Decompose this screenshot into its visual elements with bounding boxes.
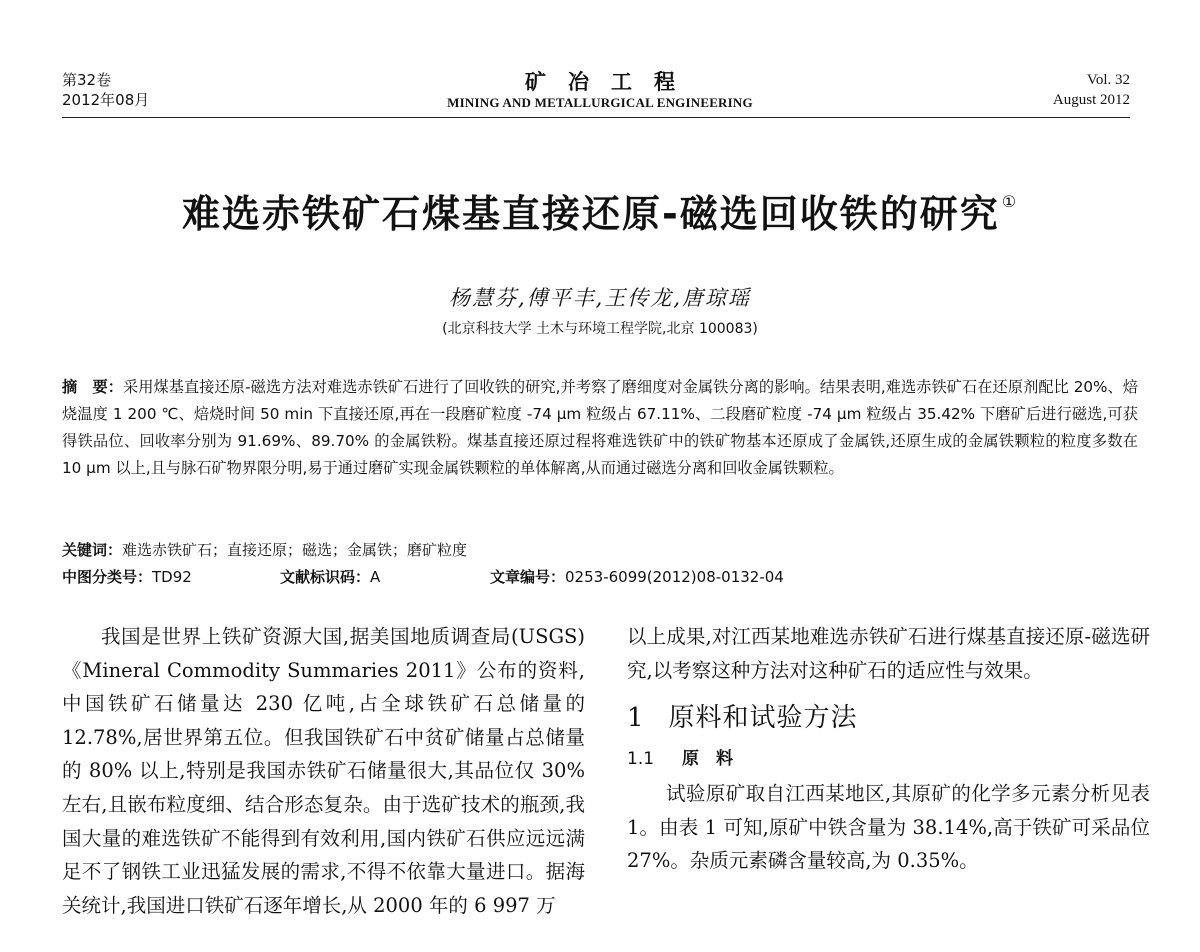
document-code	[280, 566, 490, 587]
keywords	[62, 539, 467, 560]
classification-line	[62, 566, 1138, 587]
volume-cn: 第32卷	[62, 71, 112, 89]
body-column-right	[627, 620, 1150, 878]
header-rule	[62, 117, 1130, 118]
journal-name-cn: 矿冶工程	[525, 69, 697, 94]
volume-en: Vol. 32	[1086, 72, 1130, 88]
date-en: August 2012	[1052, 92, 1130, 108]
clc-number	[62, 566, 280, 587]
date-cn: 2012年08月	[62, 91, 150, 109]
running-header-center	[360, 70, 840, 112]
body-column-left	[62, 620, 585, 922]
abstract	[62, 374, 1138, 482]
abstract-text: 采用煤基直接还原-磁选方法对难选赤铁矿石进行了回收铁的研究,并考察了磨细度对金属铁分离的影响。结果表明,难选赤铁矿石在还原剂配比 20%、焙烧温度 1 200 ℃、焙烧时间 50 min 下直接还原,再在一段磨矿粒度 -74 μm 粒级占 67.11%、二段磨矿粒度 -74 μm 粒级占 35.42% 下磨矿后进行磁选,可获得铁品位、回收率分别为 91.69%、89.70% 的金属铁粉。煤基直接还原过程将难选铁矿中的铁矿物基本还原成了金属铁,还原生成的金属铁颗粒的粒度多数在 10 μm 以上,且与脉石矿物界限分明,易于通过磨矿实现金属铁颗粒的单体解离,从而通过磁选分离和回收金属铁颗粒。	[62, 378, 1138, 477]
abstract-label: 摘 要：	[62, 378, 124, 396]
subsection-title: 原 料	[682, 749, 734, 770]
affiliation: (北京科技大学 土木与环境工程学院,北京 100083)	[442, 321, 758, 337]
materials-paragraph: 试验原矿取自江西某地区,其原矿的化学多元素分析见表 1。由表 1 可知,原矿中铁含量为 38.14%,高于铁矿可采品位 27%。杂质元素磷含量较高,为 0.35%。	[627, 782, 1150, 873]
running-header-left	[62, 70, 149, 110]
section-heading	[627, 701, 1150, 735]
clc-value: TD92	[152, 568, 192, 586]
paper-title	[0, 183, 1200, 238]
keywords-label: 关键词：	[62, 541, 123, 559]
article-label: 文章编号：	[490, 568, 566, 586]
title-footnote-mark: ①	[1001, 192, 1019, 211]
subsection-heading	[627, 745, 1150, 773]
journal-name-en: MINING AND METALLURGICAL ENGINEERING	[447, 95, 753, 110]
running-header-right	[1053, 70, 1130, 110]
doc-value: A	[370, 568, 381, 586]
subsection-number: 1.1	[627, 749, 655, 770]
doc-label: 文献标识码：	[280, 568, 371, 586]
author-list: 杨慧芬,傅平丰,王传龙,唐琼瑶	[448, 286, 752, 310]
article-value: 0253-6099(2012)08-0132-04	[565, 568, 784, 586]
article-number	[490, 566, 784, 587]
title-text: 难选赤铁矿石煤基直接还原-磁选回收铁的研究	[181, 192, 1000, 236]
intro-continuation: 以上成果,对江西某地难选赤铁矿石进行煤基直接还原-磁选研究,以考察这种方法对这种矿石的适应性与效果。	[627, 625, 1150, 682]
intro-paragraph: 我国是世界上铁矿资源大国,据美国地质调查局(USGS)《Mineral Commodity Summaries 2011》公布的资料,中国铁矿石储量达 230 亿吨,占全球铁矿石总储量的 12.78%,居世界第五位。但我国铁矿石中贫矿储量占总储量的 80% 以上,特别是我国赤铁矿石储量很大,其品位仅 30% 左右,且嵌布粒度细、结合形态复杂。由于选矿技术的瓶颈,我国大量的难选铁矿不能得到有效利用,国内铁矿石供应远远满足不了钢铁工业迅猛发展的需求,不得不依靠大量进口。据海关统计,我国进口铁矿石逐年增长,从 2000 年的 6 997 万	[62, 625, 585, 917]
section-number: 1	[627, 703, 645, 734]
keywords-text: 难选赤铁矿石；直接还原；磁选；金属铁；磨矿粒度	[122, 541, 468, 559]
clc-label: 中图分类号：	[62, 568, 153, 586]
section-title: 原料和试验方法	[668, 703, 858, 734]
